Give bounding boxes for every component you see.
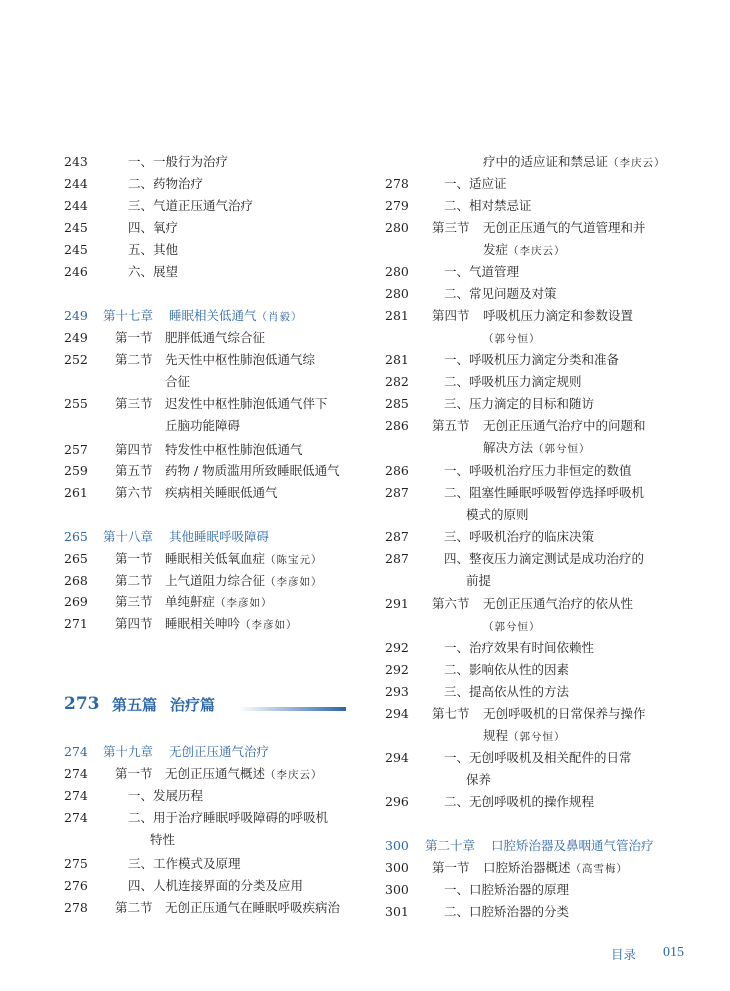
toc-section-title: 特发性中枢性肺泡低通气: [165, 442, 303, 457]
toc-continuation: 规程: [483, 728, 509, 743]
toc-section-number: 第一节: [115, 766, 153, 781]
toc-section-number: 第二节: [115, 352, 153, 367]
toc-part-label: 治疗篇: [170, 696, 216, 714]
toc-author: （李庆云）: [265, 769, 323, 781]
toc-author: （郭兮恒）: [508, 731, 566, 743]
toc-page-number: 249: [64, 308, 88, 323]
toc-chapter-number: 第十七章: [103, 308, 154, 323]
toc-item-label: 二、呼吸机压力滴定规则: [444, 374, 582, 389]
toc-continuation: 解决方法: [483, 440, 534, 455]
toc-page-number: 291: [385, 596, 409, 611]
toc-page-number: 245: [64, 220, 88, 235]
toc-page-number: 300: [385, 838, 409, 853]
toc-page-number: 271: [64, 616, 88, 631]
toc-item-label: 二、影响依从性的因素: [444, 662, 570, 677]
toc-page-number: 278: [64, 900, 88, 915]
toc-page-number: 292: [385, 662, 409, 677]
toc-section-title: 先天性中枢性肺泡低通气综: [165, 352, 316, 367]
toc-page-number: 300: [385, 860, 409, 875]
toc-page-number: 292: [385, 640, 409, 655]
toc-chapter-title: 无创正压通气治疗: [169, 744, 270, 759]
toc-item-label: 二、口腔矫治器的分类: [444, 904, 570, 919]
toc-author: （李庆云）: [608, 157, 666, 169]
toc-section-title: 无创呼吸机的日常保养与操作: [483, 706, 646, 721]
toc-item-label: 二、相对禁忌证: [444, 198, 532, 213]
toc-section-number: 第一节: [115, 330, 153, 345]
toc-page-number: 280: [385, 220, 409, 235]
toc-item-label: 三、压力滴定的目标和随访: [444, 396, 595, 411]
toc-page-number: 280: [385, 286, 409, 301]
toc-page-number: 287: [385, 529, 409, 544]
toc-section-title: 疾病相关睡眠低通气: [165, 485, 278, 500]
toc-page-number: 294: [385, 750, 409, 765]
toc-item-label: 一、无创呼吸机及相关配件的日常: [444, 750, 632, 765]
toc-item-label: 三、呼吸机治疗的临床决策: [444, 529, 595, 544]
toc-item-label: 一、呼吸机压力滴定分类和准备: [444, 352, 620, 367]
toc-page-number: 300: [385, 882, 409, 897]
toc-item-label: 三、气道正压通气治疗: [128, 198, 254, 213]
toc-continuation: 合征: [165, 374, 191, 389]
toc-item-label: 特性: [150, 832, 176, 847]
toc-continuation: 丘脑功能障碍: [165, 418, 241, 433]
toc-item-label: 二、常见问题及对策: [444, 286, 557, 301]
toc-page-number: 301: [385, 904, 409, 919]
toc-page-number: 287: [385, 551, 409, 566]
toc-item-label: 四、氧疗: [128, 220, 179, 235]
toc-page-number: 282: [385, 374, 409, 389]
toc-section-number: 第六节: [115, 485, 153, 500]
toc-section-number: 第一节: [115, 551, 153, 566]
toc-page-number: 286: [385, 418, 409, 433]
toc-page-number: 252: [64, 352, 88, 367]
toc-item-label: 一、治疗效果有时间依赖性: [444, 640, 595, 655]
toc-page-number: 296: [385, 794, 409, 809]
toc-section-number: 第二节: [115, 900, 153, 915]
toc-page-number: 281: [385, 352, 409, 367]
toc-page-number: 286: [385, 463, 409, 478]
toc-section-number: 第一节: [432, 860, 470, 875]
toc-section-title: 单纯鼾症: [165, 594, 216, 609]
toc-item-label: 二、药物治疗: [128, 176, 204, 191]
toc-page-number: 259: [64, 463, 88, 478]
toc-section-title: 迟发性中枢性肺泡低通气伴下: [165, 396, 328, 411]
toc-page-number: 293: [385, 684, 409, 699]
toc-section-title: 睡眠相关呻吟: [165, 616, 241, 631]
toc-page-number: 294: [385, 706, 409, 721]
toc-section-title: 上气道阻力综合征: [165, 573, 266, 588]
toc-item-label: 保养: [466, 772, 492, 787]
toc-page-number: 275: [64, 856, 88, 871]
toc-section-number: 第四节: [432, 308, 470, 323]
toc-section-title: 无创正压通气的气道管理和并: [483, 220, 646, 235]
toc-section-number: 第三节: [115, 594, 153, 609]
toc-section-number: 第五节: [115, 463, 153, 478]
toc-chapter-number: 第十八章: [103, 529, 154, 544]
toc-page-number: 274: [64, 766, 88, 781]
toc-section-number: 第四节: [115, 616, 153, 631]
toc-page-number: 285: [385, 396, 409, 411]
toc-section-title: 无创正压通气治疗中的问题和: [483, 418, 646, 433]
toc-page-number: 278: [385, 176, 409, 191]
toc-author: （郭兮恒）: [483, 621, 541, 633]
toc-chapter-title: 其他睡眠呼吸障碍: [169, 529, 270, 544]
toc-section-number: 第七节: [432, 706, 470, 721]
toc-item-label: 四、整夜压力滴定测试是成功治疗的: [444, 551, 645, 566]
toc-page-number: 244: [64, 176, 88, 191]
toc-item-label: 一、呼吸机治疗压力非恒定的数值: [444, 463, 632, 478]
toc-page-number: 274: [64, 744, 88, 759]
toc-author: （陈宝元）: [265, 554, 323, 566]
toc-author: （肖毅）: [256, 311, 303, 323]
toc-section-title: 无创正压通气治疗的依从性: [483, 596, 634, 611]
toc-section-number: 第五节: [432, 418, 470, 433]
toc-chapter-number: 第十九章: [103, 744, 154, 759]
toc-section-title: 无创正压通气在睡眠呼吸疾病治: [165, 900, 341, 915]
toc-section-title: 药物 / 物质滥用所致睡眠低通气: [165, 463, 340, 478]
toc-page-number: 269: [64, 594, 88, 609]
toc-author: （李彦如）: [265, 576, 323, 588]
toc-section-number: 第六节: [432, 596, 470, 611]
toc-page-number: 261: [64, 485, 88, 500]
toc-author: （李彦如）: [215, 597, 273, 609]
toc-item-label: 三、提高依从性的方法: [444, 684, 570, 699]
toc-page-number: 245: [64, 242, 88, 257]
toc-continuation: 疗中的适应证和禁忌证: [483, 154, 609, 169]
toc-item-label: 四、人机连接界面的分类及应用: [128, 878, 304, 893]
toc-author: （高雪梅）: [570, 863, 629, 875]
toc-item-label: 一、口腔矫治器的原理: [444, 882, 570, 897]
toc-page-number: 287: [385, 485, 409, 500]
toc-page-number: 249: [64, 330, 88, 345]
toc-item-label: 一、适应证: [444, 176, 507, 191]
toc-page-number: 279: [385, 198, 409, 213]
part-decoration-bar: [238, 707, 346, 711]
toc-page-number: 274: [64, 788, 88, 803]
toc-item-label: 二、阻塞性睡眠呼吸暂停选择呼吸机: [444, 485, 645, 500]
toc-section-number: 第二节: [115, 573, 153, 588]
toc-page-number: 268: [64, 573, 88, 588]
toc-author: （郭兮恒）: [483, 333, 541, 345]
toc-page-number: 246: [64, 264, 88, 279]
toc-item-label: 二、用于治疗睡眠呼吸障碍的呼吸机: [128, 810, 329, 825]
toc-part-page: 273: [64, 694, 100, 714]
toc-page-number: 265: [64, 551, 88, 566]
toc-page-number: 274: [64, 810, 88, 825]
toc-page-number: 243: [64, 154, 88, 169]
toc-section-number: 第三节: [432, 220, 470, 235]
toc-item-label: 一、一般行为治疗: [128, 154, 229, 169]
toc-page-number: 280: [385, 264, 409, 279]
toc-page-number: 276: [64, 878, 88, 893]
toc-page-number: 257: [64, 442, 88, 457]
toc-item-label: 一、气道管理: [444, 264, 520, 279]
footer-page-number: 015: [663, 945, 684, 960]
toc-author: （郭兮恒）: [533, 443, 591, 455]
toc-continuation: 发症: [483, 242, 509, 257]
toc-page-number: 281: [385, 308, 409, 323]
toc-item-label: 模式的原则: [466, 507, 529, 522]
toc-chapter-title: 睡眠相关低通气: [169, 308, 257, 323]
toc-section-title: 口腔矫治器概述: [483, 860, 571, 875]
toc-item-label: 三、工作模式及原理: [128, 856, 241, 871]
toc-chapter-number: 第二十章: [425, 838, 476, 853]
toc-section-title: 肥胖低通气综合征: [165, 330, 266, 345]
toc-section-number: 第四节: [115, 442, 153, 457]
toc-item-label: 前提: [466, 573, 492, 588]
toc-section-title: 无创正压通气概述: [165, 766, 266, 781]
toc-item-label: 六、展望: [128, 264, 179, 279]
toc-author: （李庆云）: [508, 245, 566, 257]
toc-page-number: 265: [64, 529, 88, 544]
toc-section-number: 第三节: [115, 396, 153, 411]
toc-page-number: 255: [64, 396, 88, 411]
toc-section-title: 睡眠相关低氧血症: [165, 551, 266, 566]
toc-author: （李彦如）: [240, 619, 298, 631]
toc-chapter-title: 口腔矫治器及鼻咽通气管治疗: [491, 838, 654, 853]
toc-item-label: 五、其他: [128, 242, 179, 257]
toc-section-title: 呼吸机压力滴定和参数设置: [483, 308, 634, 323]
toc-item-label: 一、发展历程: [128, 788, 204, 803]
toc-page-number: 244: [64, 198, 88, 213]
footer-label: 目录: [611, 948, 637, 962]
toc-part-title: 第五篇: [112, 696, 158, 714]
toc-item-label: 二、无创呼吸机的操作规程: [444, 794, 595, 809]
